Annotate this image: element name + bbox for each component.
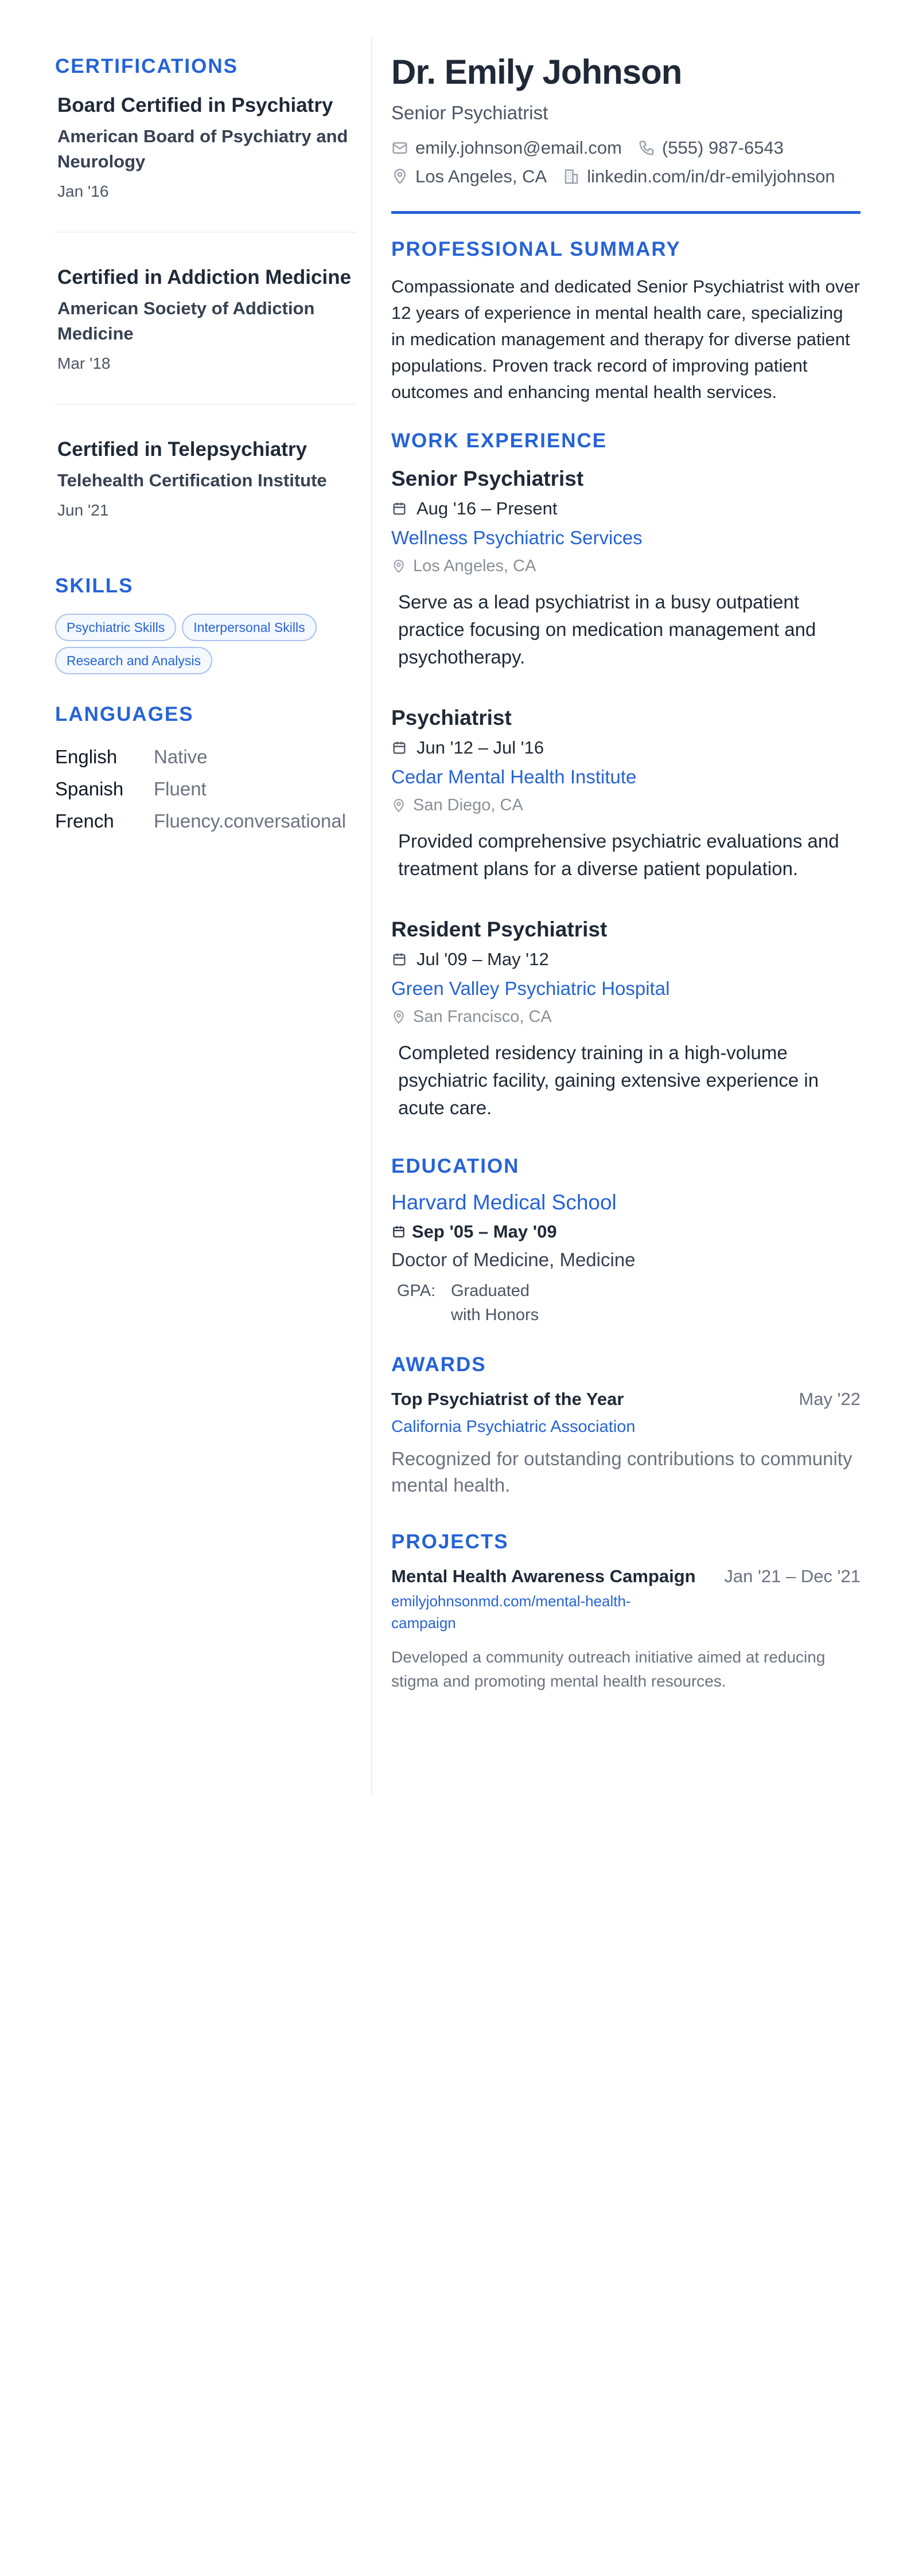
certifications-section	[55, 55, 356, 520]
experience-heading: WORK EXPERIENCE	[391, 430, 608, 452]
phone-text: (555) 987-6543	[661, 138, 784, 158]
job-location	[391, 557, 861, 576]
education-school: Harvard Medical School	[391, 1191, 617, 1214]
job-dates-text: Aug '16 – Present	[416, 498, 558, 518]
award-title: Top Psychiatrist of the Year	[391, 1389, 624, 1409]
summary-heading: PROFESSIONAL SUMMARY	[391, 238, 681, 260]
calendar-icon	[391, 501, 407, 517]
job-title: Senior Psychiatrist	[391, 467, 584, 490]
skill-pill: Psychiatric Skills	[55, 614, 176, 641]
certification-item	[55, 436, 356, 520]
job-title: Psychiatrist	[391, 706, 512, 729]
job-description: Serve as a lead psychiatrist in a busy outpatient practice focusing on medication management and psychotherapy.	[398, 591, 816, 668]
linkedin-text: linkedin.com/in/dr-emilyjohnson	[587, 166, 835, 186]
certification-name: Board Certified in Psychiatry	[57, 94, 333, 116]
job-title: Resident Psychiatrist	[391, 918, 608, 941]
job-location-text: Los Angeles, CA	[413, 557, 536, 575]
certification-date: Mar '18	[57, 354, 111, 372]
education-gpa	[391, 1279, 861, 1327]
education-section	[391, 1155, 861, 1327]
education-dates	[391, 1221, 861, 1242]
project-header	[391, 1566, 861, 1587]
language-level: Fluency.conversational	[154, 810, 347, 832]
language-row	[55, 805, 356, 837]
language-name: French	[55, 810, 114, 832]
job-dates	[391, 949, 861, 970]
job-company: Green Valley Psychiatric Hospital	[391, 978, 670, 999]
certification-date: Jan '16	[57, 182, 109, 200]
header-rule	[391, 211, 861, 214]
projects-section	[391, 1531, 861, 1693]
job-location	[391, 796, 861, 815]
map-pin-icon	[391, 1010, 406, 1025]
certification-org: Telehealth Certification Institute	[57, 470, 327, 490]
map-pin-icon	[391, 798, 406, 813]
summary-text: Compassionate and dedicated Senior Psychiatrist with over 12 years of experience in mental health care, specializing in medication management and therapy for diverse patient populations. Proven track record of improving patient outcomes and enhancing mental health services.	[391, 276, 860, 402]
phone-icon	[638, 139, 655, 157]
calendar-icon	[391, 951, 407, 967]
job-description: Provided comprehensive psychiatric evaluations and treatment plans for a diverse patient population.	[398, 830, 839, 879]
awards-heading: AWARDS	[391, 1353, 486, 1376]
job-item	[391, 465, 861, 671]
education-dates-text: Sep '05 – May '09	[412, 1221, 557, 1242]
mail-icon	[391, 139, 408, 157]
award-date: May '22	[799, 1389, 861, 1409]
languages-section	[55, 703, 356, 837]
projects-heading: PROJECTS	[391, 1531, 509, 1553]
skills-heading: SKILLS	[55, 575, 134, 597]
project-dates: Jan '21 – Dec '21	[724, 1566, 861, 1586]
skill-pill: Interpersonal Skills	[182, 614, 316, 641]
map-pin-icon	[391, 559, 406, 574]
language-row	[55, 741, 356, 773]
certification-date: Jun '21	[57, 501, 109, 519]
candidate-title: Senior Psychiatrist	[391, 102, 548, 123]
skill-pill: Research and Analysis	[55, 647, 212, 674]
left-column	[55, 55, 356, 837]
job-dates	[391, 737, 861, 758]
project-description: Developed a community outreach initiative aimed at reducing stigma and promoting mental health resources.	[391, 1648, 826, 1690]
award-header	[391, 1389, 861, 1410]
gpa-value: Graduated with Honors	[451, 1282, 539, 1324]
location-contact	[391, 166, 547, 187]
languages-heading: LANGUAGES	[55, 703, 194, 725]
award-org: California Psychiatric Association	[391, 1418, 636, 1436]
email-contact[interactable]	[391, 138, 622, 158]
job-dates-text: Jun '12 – Jul '16	[416, 737, 544, 758]
job-company: Wellness Psychiatric Services	[391, 527, 643, 548]
project-title: Mental Health Awareness Campaign	[391, 1566, 696, 1586]
job-description: Completed residency training in a high-volume psychiatric facility, gaining extensive experience in acute care.	[398, 1042, 819, 1118]
job-item	[391, 704, 861, 883]
language-name: Spanish	[55, 778, 124, 799]
award-description: Recognized for outstanding contributions to community mental health.	[391, 1448, 852, 1496]
linkedin-contact[interactable]	[563, 166, 835, 187]
language-row	[55, 773, 356, 805]
language-level: Fluent	[154, 778, 207, 799]
contact-info-2	[391, 166, 861, 187]
contact-info	[391, 138, 861, 158]
project-link[interactable]: emilyjohnsonmd.com/mental-health-campaign	[391, 1593, 631, 1632]
education-degree: Doctor of Medicine, Medicine	[391, 1249, 636, 1270]
job-dates-text: Jul '09 – May '12	[416, 949, 549, 969]
location-text: Los Angeles, CA	[415, 166, 547, 186]
job-location-text: San Diego, CA	[413, 796, 523, 814]
skills-section	[55, 575, 356, 674]
awards-section	[391, 1353, 861, 1498]
job-item	[391, 916, 861, 1122]
email-text: emily.johnson@email.com	[415, 138, 622, 158]
certification-org: American Society of Addiction Medicine	[57, 298, 315, 344]
certification-name: Certified in Telepsychiatry	[57, 438, 307, 460]
certification-org: American Board of Psychiatry and Neurology	[57, 126, 348, 171]
skills-list	[55, 614, 356, 674]
job-company: Cedar Mental Health Institute	[391, 766, 637, 787]
calendar-icon	[391, 1224, 406, 1239]
job-location	[391, 1008, 861, 1027]
education-heading: EDUCATION	[391, 1155, 520, 1177]
certification-item	[55, 264, 356, 405]
column-divider	[371, 38, 372, 1795]
job-location-text: San Francisco, CA	[413, 1008, 552, 1026]
language-name: English	[55, 746, 118, 767]
job-dates	[391, 498, 861, 519]
right-column	[391, 52, 861, 1693]
certification-item	[55, 92, 356, 233]
building-icon	[563, 168, 580, 185]
map-pin-icon	[391, 168, 408, 185]
candidate-name: Dr. Emily Johnson	[391, 53, 682, 91]
calendar-icon	[391, 740, 407, 756]
certification-name: Certified in Addiction Medicine	[57, 266, 352, 288]
language-level: Native	[154, 746, 208, 767]
experience-section	[391, 430, 861, 1122]
gpa-label: GPA:	[397, 1282, 436, 1300]
certifications-heading: CERTIFICATIONS	[55, 55, 239, 77]
summary-section	[391, 238, 861, 405]
phone-contact[interactable]	[638, 138, 784, 158]
